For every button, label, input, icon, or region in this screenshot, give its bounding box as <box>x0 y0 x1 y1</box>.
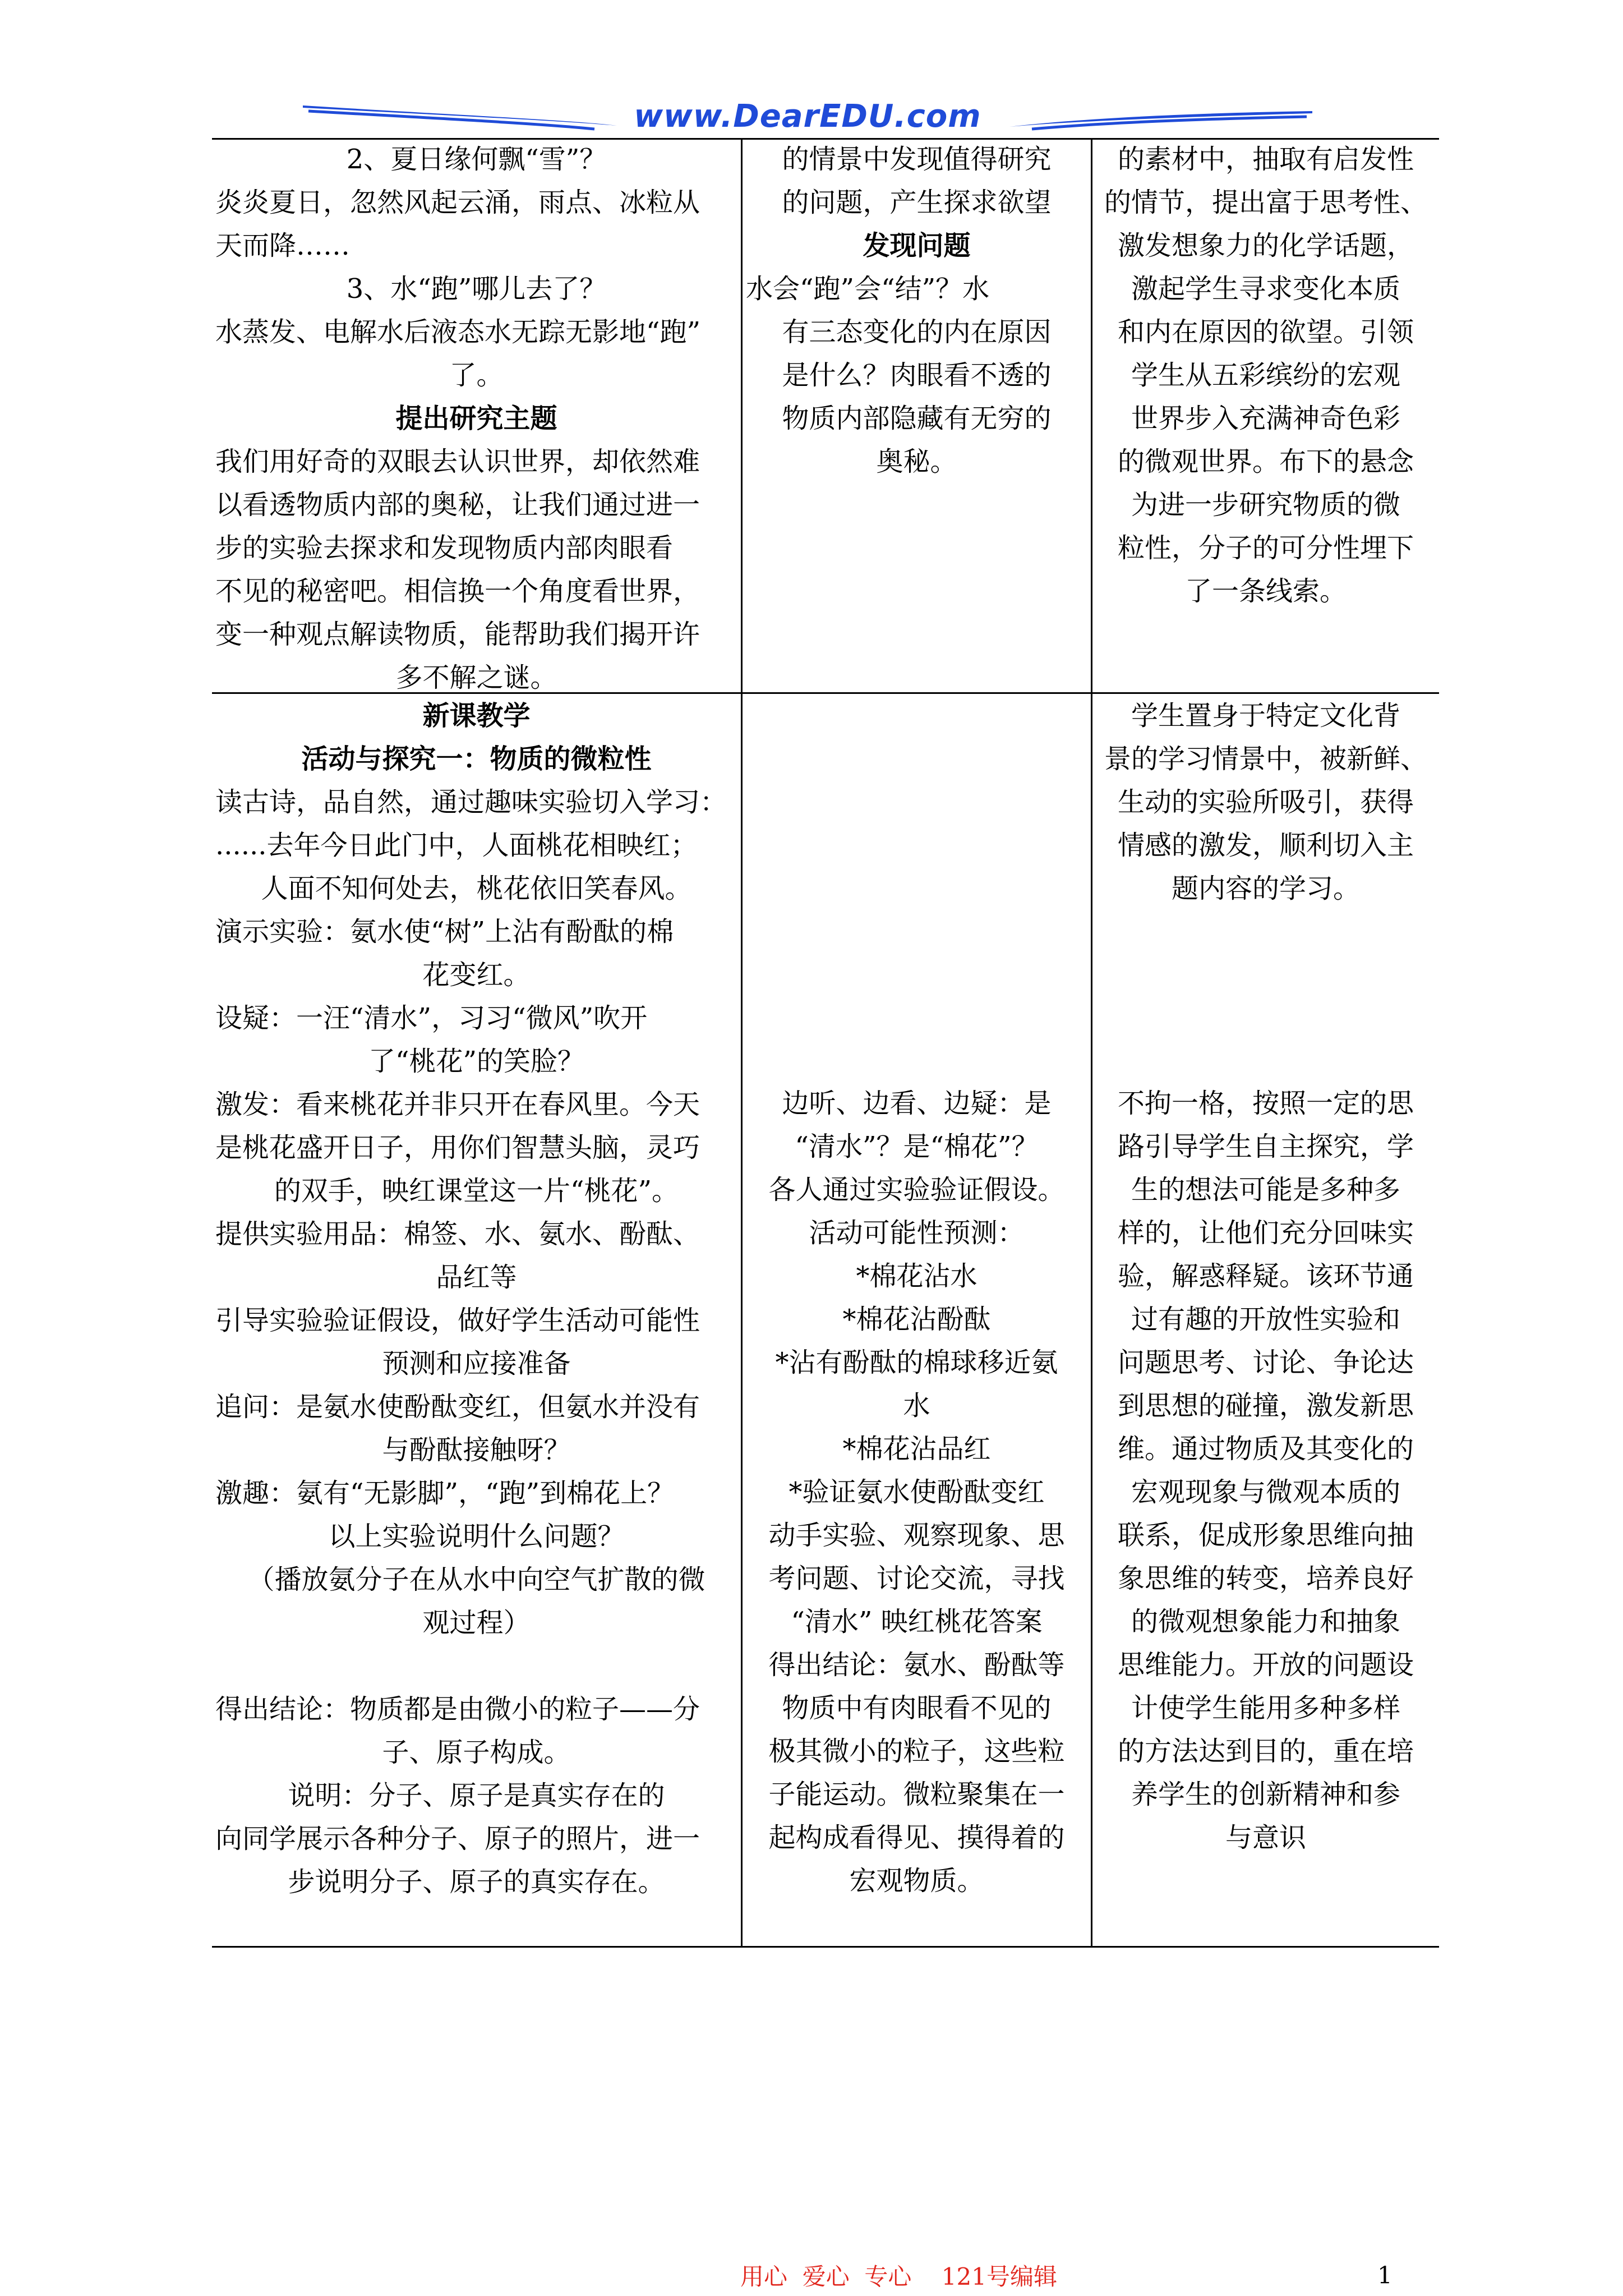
text-line: 追问：是氨水使酚酞变红，但氨水并没有 <box>215 1391 700 1423</box>
text-line: 人面不知何处去，桃花依旧笑春风。 <box>261 873 692 904</box>
text-line: 步说明分子、原子的真实存在。 <box>288 1866 665 1898</box>
text-line: 子能运动。微粒聚集在一 <box>768 1779 1065 1810</box>
text-line: 生的想法可能是多种多 <box>1131 1174 1400 1205</box>
text-line: ......去年今日此门中，人面桃花相映红； <box>215 830 698 861</box>
text-line: 的微观想象能力和抽象 <box>1131 1606 1400 1637</box>
text-line: 花变红。 <box>422 959 531 991</box>
text-line: 考问题、讨论交流，寻找 <box>768 1563 1065 1594</box>
text-line: “清水” 映红桃花答案 <box>791 1606 1043 1637</box>
text-line: 子、原子构成。 <box>382 1737 571 1768</box>
row1-col1-cell <box>212 138 741 700</box>
text-line: 物质中有肉眼看不见的 <box>782 1692 1052 1724</box>
text-line: 的情节，提出富于思考性、 <box>1104 187 1427 218</box>
row1-col3-cell <box>1092 138 1439 613</box>
row2-col3-bottom-cell <box>1092 1082 1439 1860</box>
text-line: 新课教学 <box>422 700 531 731</box>
text-line: 粒性，分子的可分性埋下 <box>1117 532 1414 564</box>
text-line: 物质内部隐藏有无穷的 <box>782 403 1052 434</box>
footer-text: 用心 爱心 专心 121号编辑 <box>740 2263 1057 2290</box>
text-line: 活动与探究一：物质的微粒性 <box>301 743 652 775</box>
text-line: （播放氨分子在从水中向空气扩散的微 <box>247 1564 706 1595</box>
text-line: *棉花沾酚酞 <box>842 1304 991 1335</box>
text-line: 得出结论：氨水、酚酞等 <box>768 1649 1065 1681</box>
text-line: *验证氨水使酚酞变红 <box>789 1476 1045 1508</box>
text-line: 的素材中，抽取有启发性 <box>1117 144 1414 175</box>
text-line: 2、夏日缘何飘“雪”？ <box>346 144 607 175</box>
text-line: 的情景中发现值得研究 <box>782 144 1052 175</box>
text-line: 起构成看得见、摸得着的 <box>768 1822 1065 1853</box>
text-line: 计使学生能用多种多样 <box>1131 1692 1400 1724</box>
logo-text: www.DearEDU.com <box>634 98 981 135</box>
text-line: 提出研究主题 <box>395 403 557 434</box>
text-line: 的双手，映红课堂这一片“桃花”。 <box>274 1175 679 1207</box>
text-line: 宏观现象与微观本质的 <box>1131 1476 1400 1508</box>
text-line: 3、水“跑”哪儿去了？ <box>346 273 607 305</box>
text-line: “清水”？是“棉花”？ <box>795 1131 1039 1162</box>
row2-col3-top-cell <box>1092 694 1439 910</box>
text-line: 变一种观点解读物质，能帮助我们揭开许 <box>215 619 700 650</box>
text-line: 以看透物质内部的奥秘，让我们通过进一 <box>215 489 700 521</box>
text-line: 激发：看来桃花并非只开在春风里。今天 <box>215 1089 700 1120</box>
row1-col2-cell <box>743 138 1091 484</box>
text-line: 天而降…… <box>215 230 351 261</box>
text-line: 设疑：一汪“清水”，习习“微风”吹开 <box>215 1002 648 1034</box>
text-line: 边听、边看、边疑：是 <box>782 1088 1052 1119</box>
text-line: 思维能力。开放的问题设 <box>1117 1649 1414 1681</box>
text-line: 奥秘。 <box>876 446 957 477</box>
text-line: 了一条线索。 <box>1184 576 1347 607</box>
text-line: 与意识 <box>1225 1822 1306 1853</box>
lesson-plan-table <box>212 138 1439 1949</box>
text-line: 活动可能性预测： <box>809 1217 1025 1249</box>
text-line: 以上实验说明什么问题？ <box>328 1521 625 1552</box>
header-logo <box>303 94 1312 139</box>
text-line: 是什么？肉眼看不透的 <box>782 360 1052 391</box>
text-line: 提供实验用品：棉签、水、氨水、酚酞、 <box>215 1218 700 1250</box>
text-line: 激起学生寻求变化本质 <box>1131 273 1400 305</box>
text-line: 过有趣的开放性实验和 <box>1131 1304 1400 1335</box>
text-line: 世界步入充满神奇色彩 <box>1131 403 1400 434</box>
text-line: 各人通过实验验证假设。 <box>768 1174 1065 1205</box>
text-line: 有三态变化的内在原因 <box>782 316 1052 348</box>
text-line: 情感的激发，顺利切入主 <box>1117 830 1414 861</box>
text-line: 观过程） <box>422 1607 531 1639</box>
text-line: 不拘一格，按照一定的思 <box>1117 1088 1414 1119</box>
text-line: 引导实验验证假设，做好学生活动可能性 <box>215 1305 700 1336</box>
page-number: 1 <box>1377 2261 1393 2289</box>
text-line: 水 <box>903 1390 930 1421</box>
text-line: 激趣：氨有“无影脚”，“跑”到棉花上？ <box>215 1478 675 1509</box>
row2-col1-cell <box>212 694 741 1904</box>
text-line: 路引导学生自主探究，学 <box>1117 1131 1414 1162</box>
text-line: *棉花沾水 <box>856 1260 978 1292</box>
text-line: 向同学展示各种分子、原子的照片，进一 <box>215 1823 700 1855</box>
text-line: 维。通过物质及其变化的 <box>1117 1433 1414 1465</box>
text-line: 养学生的创新精神和参 <box>1131 1779 1400 1810</box>
text-line: 多不解之谜。 <box>395 662 557 693</box>
text-line: 了“桃花”的笑脸？ <box>368 1046 585 1077</box>
text-line: 到思想的碰撞，激发新思 <box>1117 1390 1414 1421</box>
text-line: 预测和应接准备 <box>382 1348 571 1379</box>
text-line: 验，解惑释疑。该环节通 <box>1117 1260 1414 1292</box>
text-line: 了。 <box>449 360 504 391</box>
text-line: *沾有酚酞的棉球移近氨 <box>775 1347 1058 1378</box>
text-line: 激发想象力的化学话题， <box>1117 230 1414 261</box>
text-line: 水会“跑”会“结”？水 <box>746 273 990 305</box>
text-line: 步的实验去探求和发现物质内部肉眼看 <box>215 532 674 564</box>
text-line: 与酚酞接触呀？ <box>382 1434 571 1466</box>
row2-col2-cell <box>743 1082 1091 1903</box>
text-line: 景的学习情景中，被新鲜、 <box>1104 743 1427 775</box>
text-line: 发现问题 <box>863 230 971 261</box>
text-line: 和内在原因的欲望。引领 <box>1117 316 1414 348</box>
text-line: 读古诗，品自然，通过趣味实验切入学习： <box>215 786 727 818</box>
text-line: 的微观世界。布下的悬念 <box>1117 446 1414 477</box>
text-line: 联系，促成形象思维向抽 <box>1117 1520 1414 1551</box>
text-line: *棉花沾品红 <box>842 1433 991 1465</box>
text-line: 炎炎夏日，忽然风起云涌，雨点、冰粒从 <box>215 187 700 218</box>
text-line: 样的，让他们充分回味实 <box>1117 1217 1414 1249</box>
text-line: 题内容的学习。 <box>1171 873 1360 904</box>
text-line: 动手实验、观察现象、思 <box>768 1520 1065 1551</box>
text-line: 是桃花盛开日子，用你们智慧头脑，灵巧 <box>215 1132 700 1163</box>
text-line: 为进一步研究物质的微 <box>1131 489 1400 521</box>
text-line: 学生置身于特定文化背 <box>1131 700 1400 731</box>
text-line: 不见的秘密吧。相信换一个角度看世界， <box>215 576 700 607</box>
text-line: 宏观物质。 <box>849 1865 984 1897</box>
text-line: 品红等 <box>436 1262 517 1293</box>
text-line: 我们用好奇的双眼去认识世界，却依然难 <box>215 446 700 477</box>
text-line: 的方法达到目的，重在培 <box>1117 1736 1414 1767</box>
text-line: 象思维的转变，培养良好 <box>1117 1563 1414 1594</box>
text-line <box>215 1645 737 1688</box>
text-line: 水蒸发、电解水后液态水无踪无影地“跑” <box>215 316 701 348</box>
text-line: 得出结论：物质都是由微小的粒子——分 <box>215 1694 700 1725</box>
text-line: 问题思考、讨论、争论达 <box>1117 1347 1414 1378</box>
text-line: 演示实验：氨水使“树”上沾有酚酞的棉 <box>215 916 674 947</box>
text-line: 的问题，产生探求欲望 <box>782 187 1052 218</box>
text-line: 学生从五彩缤纷的宏观 <box>1131 360 1400 391</box>
text-line: 生动的实验所吸引，获得 <box>1117 786 1414 818</box>
text-line: 极其微小的粒子，这些粒 <box>768 1736 1065 1767</box>
text-line: 说明：分子、原子是真实存在的 <box>288 1780 665 1811</box>
